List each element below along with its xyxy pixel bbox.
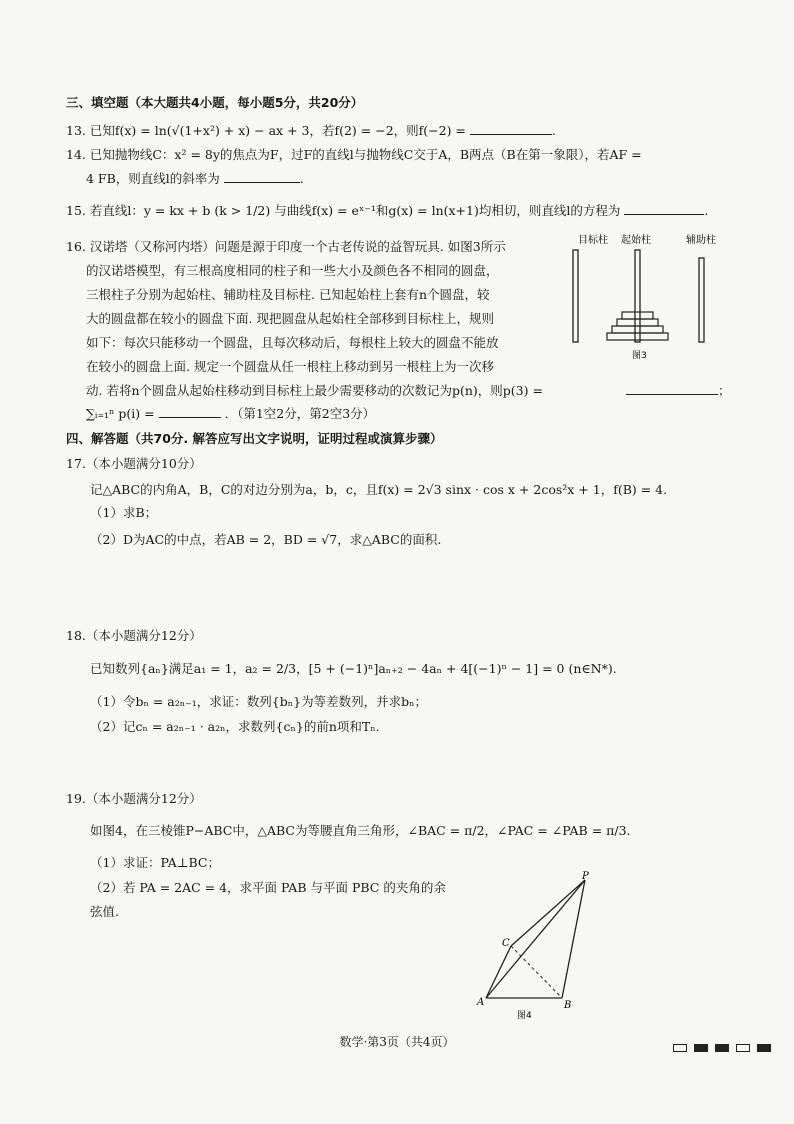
scan-marks	[673, 1037, 778, 1056]
disk-2	[612, 326, 663, 333]
q17-part2: （2）D为AC的中点，若AB = 2，BD = √7，求△ABC的面积.	[90, 532, 442, 547]
question-14-line1: 14. 已知抛物线C：x² = 8y的焦点为F，过F的直线l与抛物线C交于A，B两点（B在第一象限），若AF =	[66, 147, 642, 162]
q19-stem: 如图4，在三棱锥P−ABC中，△ABC为等腰直角三角形，∠BAC = π/2，∠PAC = ∠PAB = π/3.	[90, 823, 631, 838]
mark-4	[736, 1044, 750, 1052]
q17-stem: 记△ABC的内角A，B，C的对边分别为a，b，c，且f(x) = 2√3 sinx · cos x + 2cos²x + 1，f(B) = 4.	[90, 482, 668, 497]
q19-part1: （1）求证：PA⊥BC；	[90, 855, 220, 870]
figure-3-hanoi	[560, 230, 735, 365]
question-16-line-6: 在较小的圆盘上面. 规定一个圆盘从任一根柱上移动到另一根柱上为一次移	[86, 359, 494, 374]
question-16-line-1: 16. 汉诺塔（又称河内塔）问题是源于印度一个古老传说的益智玩具. 如图3所示	[66, 239, 506, 254]
q16-score: ．（第1空2分，第2空3分）	[224, 406, 376, 421]
q18-stem: 已知数列{aₙ}满足a₁ = 1，a₂ = 2/3，[5 + (−1)ⁿ]aₙ₊₂ − 4aₙ + 4[(−1)ⁿ − 1] = 0 (n∈N*).	[90, 661, 617, 676]
mark-5	[757, 1044, 771, 1052]
q19-part2-line2: 弦值.	[90, 904, 119, 919]
question-14-line2: 4 FB，则直线l的斜率为 .	[86, 171, 304, 186]
mark-1	[673, 1044, 687, 1052]
answer-blank-13[interactable]	[470, 122, 552, 135]
question-16-line-5: 如下：每次只能移动一个圆盘，且每次移动后，每根柱上较大的圆盘不能放	[86, 335, 499, 350]
question-16-line-4: 大的圆盘都在较小的圆盘下面. 现把圆盘从起始柱全部移到目标柱上，规则	[86, 311, 494, 326]
answer-blank-14[interactable]	[224, 170, 300, 183]
answer-blank-16a[interactable]	[626, 382, 718, 395]
q17-title: 17.（本小题满分10分）	[66, 456, 202, 471]
q19-title: 19.（本小题满分12分）	[66, 791, 202, 806]
question-16-line-2: 的汉诺塔模型，有三根高度相同的柱子和一些大小及颜色各不相同的圆盘，	[86, 263, 499, 278]
start-peg	[635, 250, 640, 342]
edge-PA	[486, 880, 585, 998]
q15-text: 15. 若直线l：y = kx + b (k > 1/2) 与曲线f(x) = eˣ⁻¹和g(x) = ln(x+1)均相切，则直线l的方程为	[66, 203, 621, 218]
vertex-A-label: A	[477, 997, 485, 1008]
question-15: 15. 若直线l：y = kx + b (k > 1/2) 与曲线f(x) = eˣ⁻¹和g(x) = ln(x+1)均相切，则直线l的方程为 .	[66, 203, 709, 218]
question-13: 13. 已知f(x) = ln(√(1+x²) + x) − ax + 3，若f(2) = −2，则f(−2) = .	[66, 123, 556, 138]
disk-3	[617, 319, 658, 326]
q18-part1: （1）令bₙ = a₂ₙ₋₁，求证：数列{bₙ}为等差数列，并求bₙ；	[90, 694, 427, 709]
label-aux-peg: 辅助柱	[686, 235, 716, 246]
q18-title: 18.（本小题满分12分）	[66, 628, 202, 643]
q16-blank-holder: ；	[622, 382, 731, 399]
figure-4-caption: 图4	[517, 1011, 532, 1021]
vertex-P-label: P	[582, 871, 589, 882]
question-16-line-7: 动. 若将n个圆盘从起始柱移动到目标柱上最少需要移动的次数记为p(n)，则p(3) =	[86, 383, 543, 398]
q17-part1: （1）求B；	[90, 505, 158, 520]
answer-blank-16b[interactable]	[159, 405, 221, 418]
disk-4	[622, 312, 653, 319]
question-16-sum-line	[86, 405, 375, 422]
aux-peg	[699, 258, 704, 342]
page-footer: 数学·第3页（共4页）	[339, 1035, 455, 1049]
q14-text: 4 FB，则直线l的斜率为	[86, 171, 220, 186]
q19-part2-line1: （2）若 PA = 2AC = 4，求平面 PAB 与平面 PBC 的夹角的余	[90, 880, 446, 895]
figure-4-pyramid	[470, 870, 610, 1025]
disk-1	[607, 333, 668, 340]
question-16-line-3: 三根柱子分别为起始柱、辅助柱及目标柱. 已知起始柱上套有n个圆盘，较	[86, 287, 490, 302]
section4-header: 四、解答题（共70分. 解答应写出文字说明，证明过程或演算步骤）	[66, 431, 443, 446]
section3-header: 三、填空题（本大题共4小题，每小题5分，共20分）	[66, 95, 364, 110]
q13-text: 13. 已知f(x) = ln(√(1+x²) + x) − ax + 3，若f(2) = −2，则f(−2) =	[66, 123, 466, 138]
mark-3	[715, 1044, 729, 1052]
vertex-B-label: B	[564, 1000, 572, 1011]
label-start-peg: 起始柱	[621, 235, 651, 246]
q16-sum: ∑ᵢ₌₁ⁿ p(i) =	[86, 406, 155, 421]
vertex-C-label: C	[502, 938, 510, 949]
figure-3-caption: 图3	[632, 351, 647, 361]
q18-part2: （2）记cₙ = a₂ₙ₋₁ · a₂ₙ，求数列{cₙ}的前n项和Tₙ.	[90, 719, 380, 734]
label-target-peg: 目标柱	[578, 235, 608, 246]
edge-CB-hidden	[511, 946, 562, 998]
mark-2	[694, 1044, 708, 1052]
answer-blank-15[interactable]	[624, 202, 704, 215]
target-peg	[573, 250, 578, 342]
